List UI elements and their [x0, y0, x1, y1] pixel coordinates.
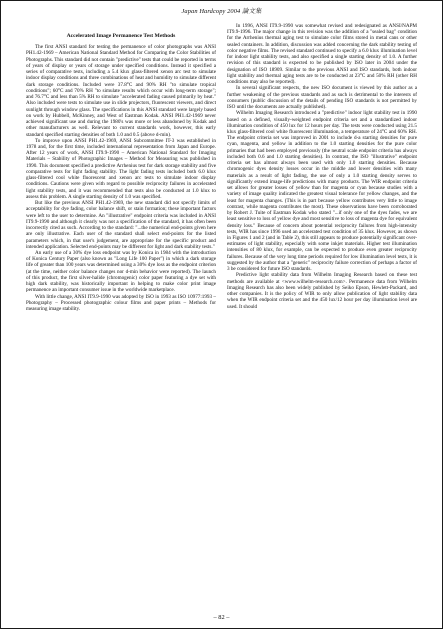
section-title: Accelerated Image Permanence Test Methods: [66, 33, 176, 39]
right-column: [227, 23, 417, 595]
body-paragraph: In 1996, ANSI IT9.9-1990 was somewhat revised and redesignated as ANSI/NAPM IT9.9-1996. The major change in this revision was the addition of a "sealed bag" condition for the Arrhenius thermal aging test to simulate color films stored in metal cans or other sealed containers. In addition, discussion was added concerning the dark stability testing of color negative films. The revised standard continued to specify a 6.0 klux illumination level for indoor light stability tests, and also specified a single starting density of 1.0. A further revision of this standard is expected to be published by ISO later in 2004 under the designation of ISO 18909. Similar to the previous ANSI and ISO standards, both indoor light stability and thermal aging tests are to be conducted at 23°C and 50% RH (other RH conditions may also be reported).: [227, 23, 417, 86]
page-number: – 82 –: [213, 614, 230, 621]
body-paragraph: The first ANSI standard for testing the permanence of color photographs was ANSI PH1.42-1969 – American National Standard Method for Comparing the Color Stabilities of Photographs. This standard did not contain "predictive" tests that could be reported in terms of years of display or years of storage under specified conditions. Instead it specified a series of comparative tests, including a 5.4 klux glass-filtered xenon arc test to simulate indoor display conditions and three combinations of heat and humidity to simulate different dark storage conditions. Included were 37.8°C and 90% RH "to simulate tropical conditions"; 60°C and 70% RH "to simulate results which occur with long-term storage"; and 76.7°C and less than 5% RH to simulate "accelerated fading caused primarily by heat." Also included were tests to simulate use in slide projectors, fluorescent viewers, and direct sunlight through window glass. The specifications in this ANSI standard were largely based on work by Hubbell, McKinney, and West of Eastman Kodak. ANSI PH1.42-1969 never achieved significant use and during the 1980's was more or less abandoned by Kodak and other manufacturers as well. Relevant to current standards work, however, this early standard specified starting densities of both 1.0 and 0.5 (above d-min).: [26, 44, 216, 138]
body-paragraph: To improve upon ANSI PH1.42-1969, ANSI Subcommittee IT-3 was established in 1978 and, for the first time, included international representation from Japan and Europe. After 12 years of work, ANSI IT9.9-1990 – American National Standard for Imaging Materials – Stability of Photographic Images – Method for Measuring was published in 1990. This document specified a predictive Arrhenius test for dark storage stability and five comparative tests for light fading stability. The light fading tests included both 6.0 klux glass-filtered cool white fluorescent and xenon arc tests to simulate indoor display conditions. Cautions were given with regard to possible reciprocity failures in accelerated light stability tests, and it was recommended that tests also be conducted at 1.0 klux to assess this problem. A single starting density of 1.0 was specified.: [26, 137, 216, 200]
left-column: [26, 23, 216, 595]
body-paragraph: With little change, ANSI IT9.9-1990 was adopted by ISO in 1993 as ISO 10977:1993 – Photography – Processed photographic colour films and paper prints – Methods for measuring image stability.: [26, 293, 216, 313]
body-paragraph: But like the previous ANSI PH1.42-1969, the new standard did not specify limits of acceptability for dye fading, color balance shift, or stain formation; these important factors were left to the user to determine. An "illustrative" endpoint criteria was included in ANSI IT9.9-1990 and although it clearly was not a specification of the standard, it has often been incorrectly cited as such. According to the standard: "...the numerical end-points given here are only illustrative. Each user of the standard shall select end-points for the listed parameters which, in that user's judgement, are appropriate for the specific product and intended application. Selected end-points may be different for light and dark stability tests.": [26, 200, 216, 250]
body-paragraph: An early use of a 30% dye loss endpoint was by Konica in 1984 with the introduction of Konica Century Paper (also known as "Long Life 100 Paper") in which a dark storage life of greater than 100 years was determined using a 30% dye loss as the endpoint criterion (at the time, neither color balance changes nor d-min behavior were reported). The launch of this product, the first silver-halide (chromogenic) color paper featuring a dye set with high dark stability, was historically important in helping to make color print image permanence an important consumer issue in the worldwide marketplace.: [26, 249, 216, 294]
body-paragraph: Wilhelm Imaging Research introduced a "predictive" indoor light stability test in 1990 based on a defined, visually-weighted endpoint criteria set and a standardized indoor illumination condition of 450 lux for 12 hours per day. The tests were conducted using 21.5 klux glass-filtered cool white fluorescent illumination, a temperature of 24°C and 60% RH. The endpoint criteria set was improved in 2001 to include d-a starting densities for pure cyan, magenta, and yellow in addition to the 1.0 starting densities for the pure color primaries that had been employed previously (the neutral scale endpoint criteria has always included both 0.6 and 1.0 starting densities). In contrast, the ISO "illustrative" endpoint criteria set has almost always been used with only 1.0 starting densities. Because chromogenic dyes density losses occur in the middle and lower densities with many materials as a result of light fading, the use of only a 1.0 starting density serves to significantly extend image-life predictions with many products. The WIR endpoint criteria set allows for greater losses of yellow than for magenta or cyan because studies with a variety of image quality indicated the greatest visual tolerance for yellow changes, and the least for magenta changes. (This is in part because yellow contributes very little to image contrast, while magenta contributes the most). These observations have been corroborated by Robert J. Tuite of Eastman Kodak who stated "...if only one of the dyes fades, we are least sensitive to loss of yellow dye and most sensitive to loss of magenta dye for equivalent density loss." Because of concern about potential reciprocity failures from high-intensity tests, WIR has since 1996 used an accelerated test condition of 35 klux. However, as shown in Figures 1 and 2 (and in Table 2), this still appears to produce potentially significant over-estimates of light stability, especially with some inkjet materials. Higher test illumination intensities of 80 klux, for example, can be expected to produce even greater reciprocity failures. Because of the very long time periods required for low illumination level tests, it is suggested by the author that a "generic" reciprocity failure correction of perhaps a factor of 3 be considered for future ISO standards.: [227, 110, 417, 273]
body-paragraph: In several significant respects, the new ISO document is viewed by this author as a further weakening of the previous standards and as such is detrimental to the interests of consumers (public discussion of the details of pending ISO standards is not permitted by ISO until the documents are actually published).: [227, 85, 417, 111]
body-paragraph: Predictive light stability data from Wilhelm Imaging Research based on these test methods are available at <www.wilhelm-research.com>. Permanence data from Wilhelm Imaging Research has also been widely published by Seiko Epson, Hewlett-Packard, and other companies. It is the policy of WIR to only allow publication of light stability data when the WIR endpoint criteria set and the 450 lux/12 hour per day illumination level are used. It should: [227, 272, 417, 310]
running-header: Japan Hardcopy 2004 論文集: [181, 8, 262, 15]
